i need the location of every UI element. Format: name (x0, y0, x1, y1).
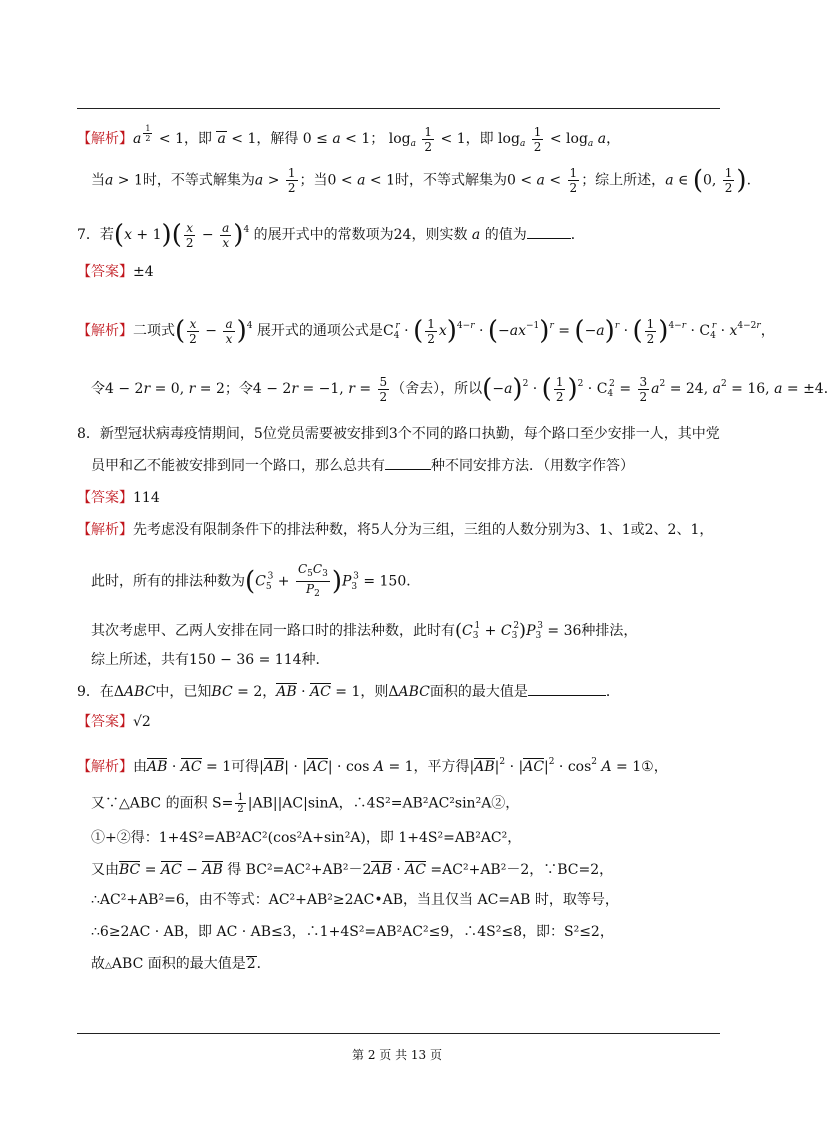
q9-solution-line-4: 又由BC = AC − AB 得 BC²=AC²+AB²－2AB · AC =AC²+AB²－2，∵BC=2， (91, 862, 614, 878)
q8-answer: 【答案】114 (77, 490, 160, 506)
answer-label: 【答案】 (77, 714, 133, 730)
q8-solution-line-2: 此时，所有的排法种数为($C_5^3$ + $\frac{C_5C_3}{P_2}$ )$P_3^3 = 150$． (91, 562, 421, 599)
q6-solution-line-1: 【解析】a $^{\frac{1}{2}}$ < 1，即 a < 1，解得 0 ≤ a < 1； $\log_a$ $\frac{1}{2}$ < 1，即 $\log_a$ $\frac{1}{2}$ < $\log_a a$， (77, 124, 621, 154)
q8-question-line-2: 员甲和乙不能被安排到同一个路口，那么总共有 种不同安排方法．（用数字作答） (91, 458, 634, 474)
q9-answer: 【答案】√2 (77, 714, 151, 730)
q6-solution-line-2: 当a > 1时，不等式解集为a > $\frac{1}{2}$ ；当0 < a < 1时，不等式解集为0 < a < $\frac{1}{2}$ ；综上所述，a ∈ (0, $\frac{1}{2}$ ). (91, 165, 752, 196)
q7-solution-line-1: 【解析】二项式( $\frac{x}{2}$ − $\frac{a}{x}$ )$^4$ 展开式的通项公式是$C_4^r$ · ( $\frac{1}{2}$ $x)^{4-r} \cdot (-ax^{-1})^r = (-a)^r$ · ( $\frac{1}{2}$ )$^{4-r} \cdot C_4^r \cdot x^{4-2r}$， (77, 316, 775, 346)
q9-question: 9．在ΔABC中，已知BC = 2，AB · AC = 1，则ΔABC面积的最大值是 ． (77, 684, 620, 700)
analysis-label: 【解析】 (77, 522, 133, 538)
q7-solution-line-2: 令4 − 2r = 0, r = 2；令4 − 2r = −1, r = $\frac{5}{2}$ （舍去），所以$(-a)^2$ · ( $\frac{1}{2}$ )$^2 \cdot C_4^2$ = $\frac{3}{2}$ $a^2 = 24$, $a^2 = 16$, a = ±4． (91, 374, 838, 404)
q7-answer: 【答案】±4 (77, 264, 154, 280)
answer-label: 【答案】 (77, 264, 133, 280)
q8-solution-line-4: 综上所述，共有150 − 36 = 114种． (91, 652, 330, 668)
footer-rule (77, 1033, 720, 1034)
q9-solution-line-2: 又∵△ABC 的面积 S= $\frac{1}{2}$ |AB||AC|sinA，∴4S²=AB²AC²sin²A②， (91, 792, 520, 815)
q9-solution-line-5: ∴AC²+AB²=6，由不等式：AC²+AB²≥2AC•AB，当且仅当 AC=AB 时，取等号， (91, 892, 619, 908)
q9-answer-blank (528, 683, 606, 696)
q9-solution-line-7: 故△ABC 面积的最大值是2． (91, 956, 271, 972)
q9-solution-line-1: 【解析】由AB · AC = 1可得|AB| · |AC| · cos A = 1，平方得$|AB|^2 \cdot |AC|^2 \cdot \cos^2 A$ = 1①， (77, 757, 668, 775)
analysis-label: 【解析】 (77, 759, 133, 775)
q8-question-line-1: 8．新型冠状病毒疫情期间，5位党员需要被安排到3个不同的路口执勤，每个路口至少安排一人，其中党 (77, 426, 720, 442)
q7-answer-blank (527, 226, 571, 239)
page-number: 第 2 页 共 13 页 (352, 1048, 442, 1062)
q7-question: 7．若(x + 1)( $\frac{x}{2}$ − $\frac{a}{x}$ )$^4$ 的展开式中的常数项为24，则实数 a 的值为 ． (77, 220, 585, 250)
analysis-label: 【解析】 (77, 323, 133, 339)
q9-solution-line-6: ∴6≥2AC · AB，即 AC · AB≤3，∴1+4S²=AB²AC²≤9，∴4S²≤8，即：S²≤2， (91, 924, 614, 940)
q8-answer-blank (385, 457, 431, 470)
answer-label: 【答案】 (77, 490, 133, 506)
q8-solution-line-3: 其次考虑甲、乙两人安排在同一路口时的排法种数，此时有$(C_3^1 + C_3^2)P_3^3 = 36$种排法， (91, 620, 638, 641)
q8-solution-line-1: 【解析】先考虑没有限制条件下的排法种数，将5人分为三组，三组的人数分别为3、1、1或2、2、1， (77, 522, 714, 538)
q9-solution-line-3: ①+②得：1+4S²=AB²AC²(cos²A+sin²A)，即 1+4S²=AB²AC²， (91, 830, 522, 846)
analysis-label: 【解析】 (77, 131, 133, 147)
header-rule (77, 108, 720, 109)
